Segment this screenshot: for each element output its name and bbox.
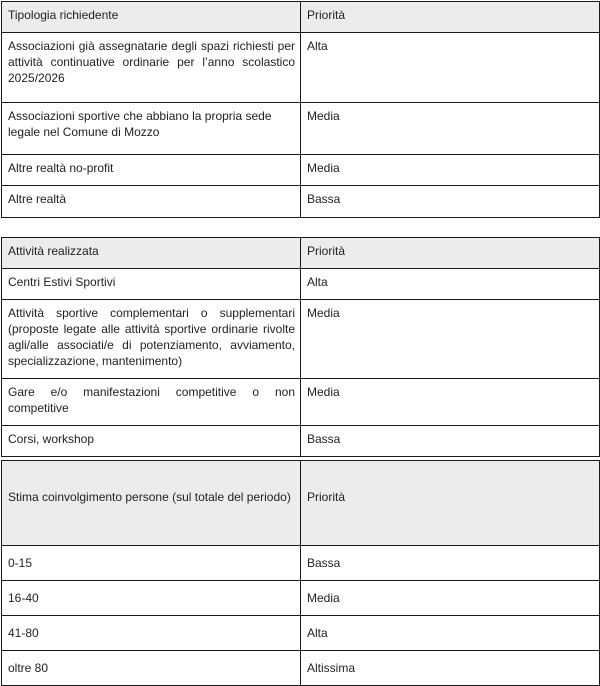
applicant-type-table xyxy=(1,1,600,218)
table-row xyxy=(2,103,600,155)
table-row xyxy=(2,616,600,651)
criterion-cell: Corsi, workshop xyxy=(2,426,301,457)
priority-cell: Bassa xyxy=(301,546,600,581)
header-cell: Stima coinvolgimento persone (sul totale del periodo) xyxy=(2,461,301,546)
table-header-row xyxy=(2,461,600,546)
header-cell: Tipologia richiedente xyxy=(2,2,301,33)
priority-cell: Bassa xyxy=(301,186,600,218)
table-header-row xyxy=(2,238,600,269)
criterion-cell: Centri Estivi Sportivi xyxy=(2,269,301,300)
table-row xyxy=(2,379,600,426)
criterion-cell: 0-15 xyxy=(2,546,301,581)
priority-cell: Alta xyxy=(301,616,600,651)
header-cell: Priorità xyxy=(301,238,600,269)
priority-cell: Bassa xyxy=(301,426,600,457)
priority-cell: Media xyxy=(301,300,600,379)
table-row xyxy=(2,155,600,186)
criterion-cell: Attività sportive complementari o supplementari (proposte legate alle attività sportive ordinarie rivolte agli/alle associati/e di potenziamento, avviamento, specializzazione, mantenimento) xyxy=(2,300,301,379)
criterion-cell: Altre realtà xyxy=(2,186,301,218)
header-cell: Priorità xyxy=(301,461,600,546)
table-row xyxy=(2,651,600,686)
priority-cell: Media xyxy=(301,379,600,426)
criterion-cell: Gare e/o manifestazioni competitive o non competitive xyxy=(2,379,301,426)
table-row xyxy=(2,269,600,300)
criterion-cell: Associazioni già assegnatarie degli spazi richiesti per attività continuative ordinarie per l’anno scolastico 2025/2026 xyxy=(2,33,301,103)
table-row xyxy=(2,300,600,379)
header-cell: Priorità xyxy=(301,2,600,33)
activity-type-table xyxy=(1,237,600,457)
table-row xyxy=(2,186,600,218)
criterion-cell: Altre realtà no-profit xyxy=(2,155,301,186)
priority-cell: Media xyxy=(301,581,600,616)
criterion-cell: oltre 80 xyxy=(2,651,301,686)
header-cell: Attività realizzata xyxy=(2,238,301,269)
criterion-cell: Associazioni sportive che abbiano la propria sede legale nel Comune di Mozzo xyxy=(2,103,301,155)
criterion-cell: 16-40 xyxy=(2,581,301,616)
table-header-row xyxy=(2,2,600,33)
table-row xyxy=(2,546,600,581)
table-row xyxy=(2,581,600,616)
priority-cell: Media xyxy=(301,155,600,186)
criterion-cell: 41-80 xyxy=(2,616,301,651)
priority-cell: Altissima xyxy=(301,651,600,686)
table-row xyxy=(2,33,600,103)
table-row xyxy=(2,426,600,457)
participants-estimate-table xyxy=(1,460,600,686)
priority-cell: Alta xyxy=(301,269,600,300)
priority-cell: Alta xyxy=(301,33,600,103)
priority-cell: Media xyxy=(301,103,600,155)
